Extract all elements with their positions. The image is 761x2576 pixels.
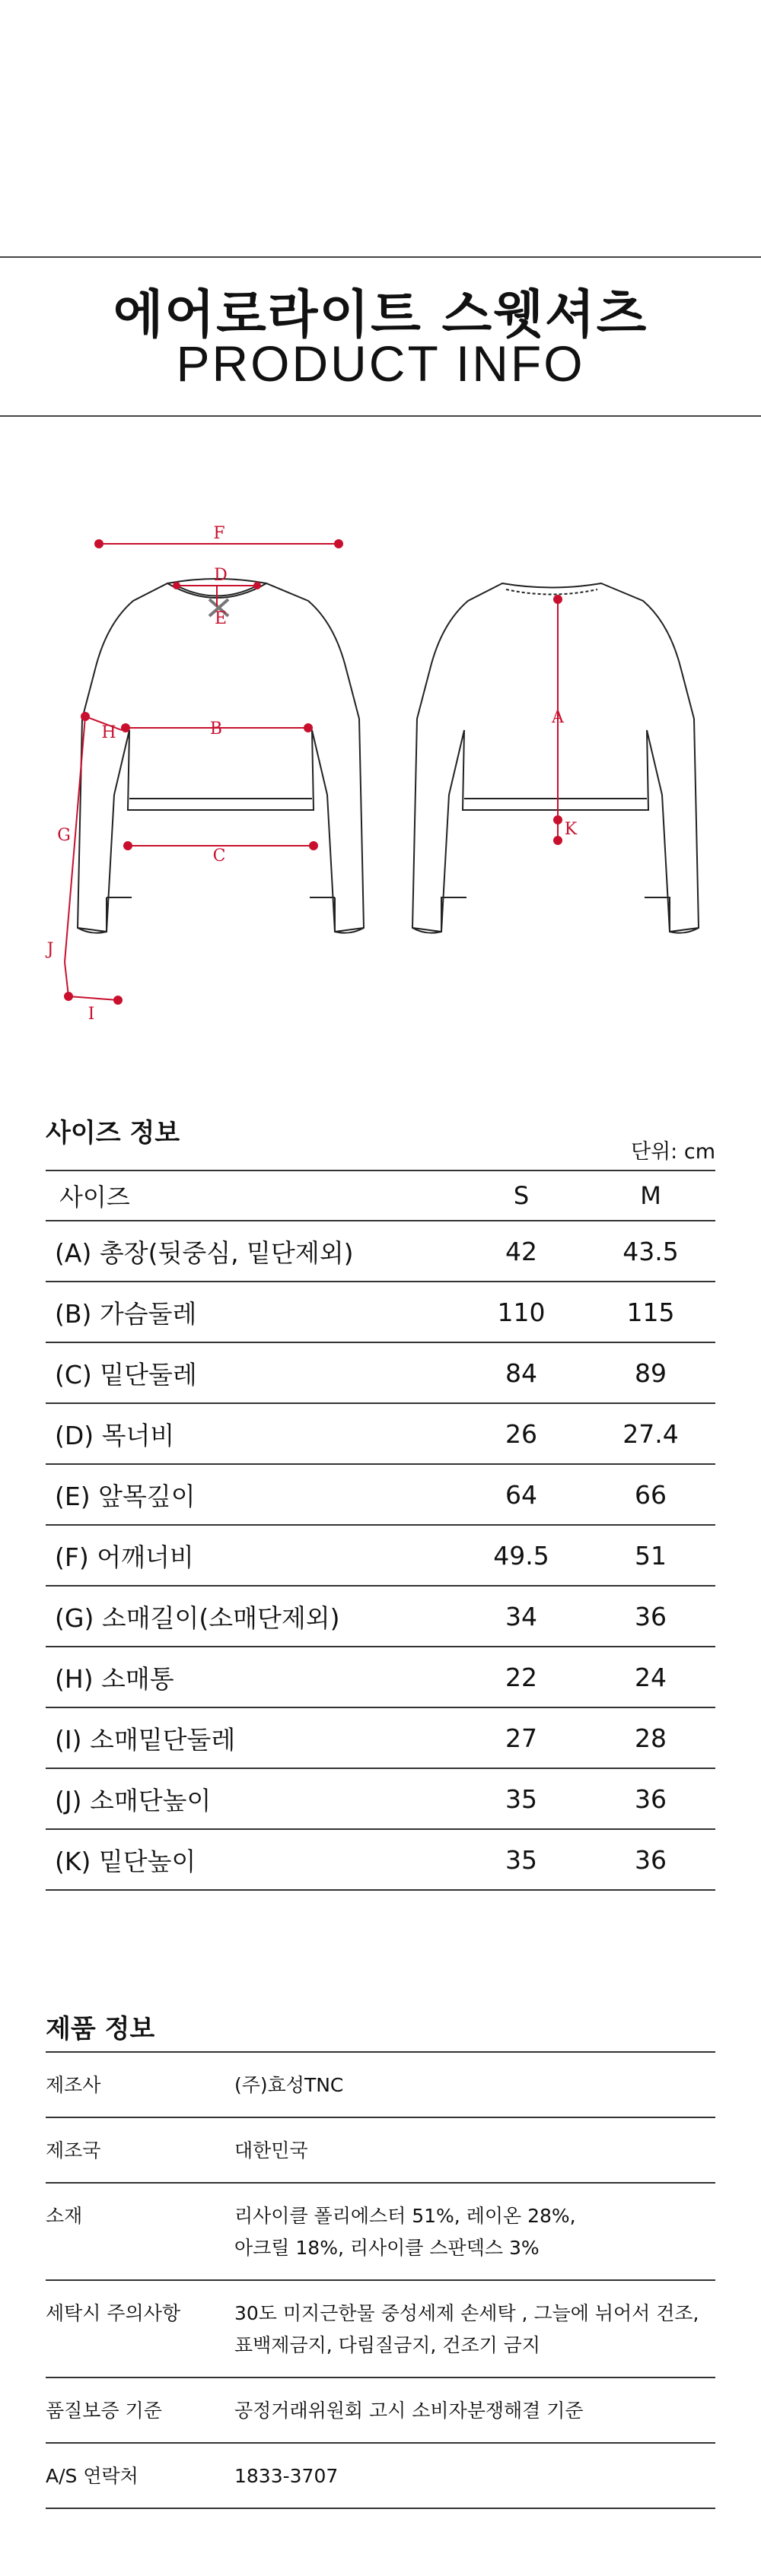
- table-row: [46, 2377, 715, 2443]
- table-row: [46, 2183, 715, 2280]
- row-label: (I) 소매밑단둘레: [46, 1707, 457, 1768]
- label-b: B: [209, 719, 223, 738]
- size-table-header: [46, 1170, 715, 1221]
- info-value: [234, 2443, 715, 2508]
- row-label: (D) 목너비: [46, 1403, 457, 1464]
- label-f: F: [213, 524, 225, 543]
- measurement-labels: [46, 524, 578, 1024]
- table-row: [46, 2117, 715, 2183]
- row-s: 34: [457, 1586, 586, 1647]
- label-g: G: [57, 826, 71, 845]
- row-s: 22: [457, 1647, 586, 1707]
- table-row: [46, 2443, 715, 2508]
- info-value-line: 대한민국: [234, 2139, 308, 2161]
- measurement-diagram: [0, 502, 761, 1034]
- row-s: 64: [457, 1464, 586, 1525]
- row-s: 110: [457, 1282, 586, 1342]
- info-value-line: 아크릴 18%, 리사이클 스판덱스 3%: [234, 2237, 540, 2259]
- table-row: [46, 1768, 715, 1829]
- col-m: M: [586, 1170, 715, 1221]
- label-h: H: [101, 723, 116, 742]
- row-m: 51: [586, 1525, 715, 1586]
- table-row: [46, 2052, 715, 2117]
- info-key: A/S 연락처: [46, 2443, 234, 2508]
- info-value: [234, 2183, 715, 2280]
- row-m: 28: [586, 1707, 715, 1768]
- size-table: [46, 1170, 715, 1891]
- info-value: [234, 2052, 715, 2117]
- info-value: [234, 2377, 715, 2443]
- row-s: 35: [457, 1829, 586, 1890]
- info-value-line: 공정거래위원회 고시 소비자분쟁해결 기준: [234, 2400, 584, 2422]
- info-value-line: 30도 미지근한물 중성세제 손세탁 , 그늘에 뉘어서 건조,: [234, 2302, 699, 2324]
- row-label: (K) 밑단높이: [46, 1829, 457, 1890]
- info-key: 제조국: [46, 2117, 234, 2183]
- info-value-line: 표백제금지, 다림질금지, 건조기 금지: [234, 2334, 540, 2356]
- row-s: 35: [457, 1768, 586, 1829]
- row-label: (G) 소매길이(소매단제외): [46, 1586, 457, 1647]
- row-m: 43.5: [586, 1221, 715, 1282]
- info-value: [234, 2280, 715, 2377]
- measure-i: [68, 996, 118, 1000]
- info-value-line: 리사이클 폴리에스터 51%, 레이온 28%,: [234, 2205, 576, 2227]
- table-row: [46, 1464, 715, 1525]
- row-s: 84: [457, 1342, 586, 1403]
- back-left-cuff: [412, 897, 466, 932]
- table-row: [46, 1282, 715, 1342]
- label-e: E: [214, 609, 228, 628]
- row-label: (A) 총장(뒷중심, 밑단제외): [46, 1221, 457, 1282]
- row-m: 36: [586, 1586, 715, 1647]
- label-k: K: [564, 820, 578, 839]
- product-section-title: 제품 정보: [46, 2014, 155, 2044]
- front-view: [78, 579, 364, 933]
- row-m: 66: [586, 1464, 715, 1525]
- row-label: (C) 밑단둘레: [46, 1342, 457, 1403]
- row-m: 27.4: [586, 1403, 715, 1464]
- row-label: (J) 소매단높이: [46, 1768, 457, 1829]
- header-bottom-rule: [0, 415, 761, 417]
- col-size: 사이즈: [46, 1170, 457, 1221]
- front-left-cuff: [78, 897, 107, 932]
- row-s: 42: [457, 1221, 586, 1282]
- label-i: I: [88, 1005, 95, 1024]
- row-label: (F) 어깨너비: [46, 1525, 457, 1586]
- table-row: [46, 1647, 715, 1707]
- label-j: J: [46, 940, 54, 959]
- info-key: 제조사: [46, 2052, 234, 2117]
- back-neck-stitch: [506, 589, 597, 595]
- product-info-heading: PRODUCT INFO: [176, 335, 585, 392]
- row-s: 26: [457, 1403, 586, 1464]
- product-info-table: [46, 2051, 715, 2509]
- label-a: A: [552, 708, 564, 727]
- size-unit: 단위: cm: [631, 1140, 715, 1164]
- info-key: 품질보증 기준: [46, 2377, 234, 2443]
- row-label: (E) 앞목깊이: [46, 1464, 457, 1525]
- info-key: 소재: [46, 2183, 234, 2280]
- back-view: [412, 583, 699, 933]
- table-row: [46, 1221, 715, 1282]
- table-row: [46, 1829, 715, 1890]
- row-label: (H) 소매통: [46, 1647, 457, 1707]
- info-value: [234, 2117, 715, 2183]
- row-s: 27: [457, 1707, 586, 1768]
- table-row: [46, 1403, 715, 1464]
- label-c: C: [212, 846, 226, 866]
- label-d: D: [214, 566, 228, 585]
- table-row: [46, 1525, 715, 1586]
- table-row: [46, 1707, 715, 1768]
- row-m: 115: [586, 1282, 715, 1342]
- measure-j: [65, 962, 68, 996]
- header-top-rule: [0, 256, 761, 258]
- row-label: (B) 가슴둘레: [46, 1282, 457, 1342]
- row-s: 49.5: [457, 1525, 586, 1586]
- row-m: 36: [586, 1829, 715, 1890]
- row-m: 24: [586, 1647, 715, 1707]
- front-body-outline: [78, 579, 364, 933]
- info-value-line: (주)효성TNC: [234, 2074, 344, 2096]
- product-title: 에어로라이트 스웻셔츠: [113, 285, 648, 345]
- back-body-outline: [412, 583, 699, 933]
- table-row: [46, 1342, 715, 1403]
- row-m: 89: [586, 1342, 715, 1403]
- info-value-line: 1833-3707: [234, 2465, 339, 2487]
- col-s: S: [457, 1170, 586, 1221]
- front-right-cuff: [335, 897, 364, 932]
- info-key: 세탁시 주의사항: [46, 2280, 234, 2377]
- table-row: [46, 1586, 715, 1647]
- back-right-cuff: [645, 897, 699, 932]
- row-m: 36: [586, 1768, 715, 1829]
- table-row: [46, 2280, 715, 2377]
- size-section-title: 사이즈 정보: [46, 1118, 180, 1148]
